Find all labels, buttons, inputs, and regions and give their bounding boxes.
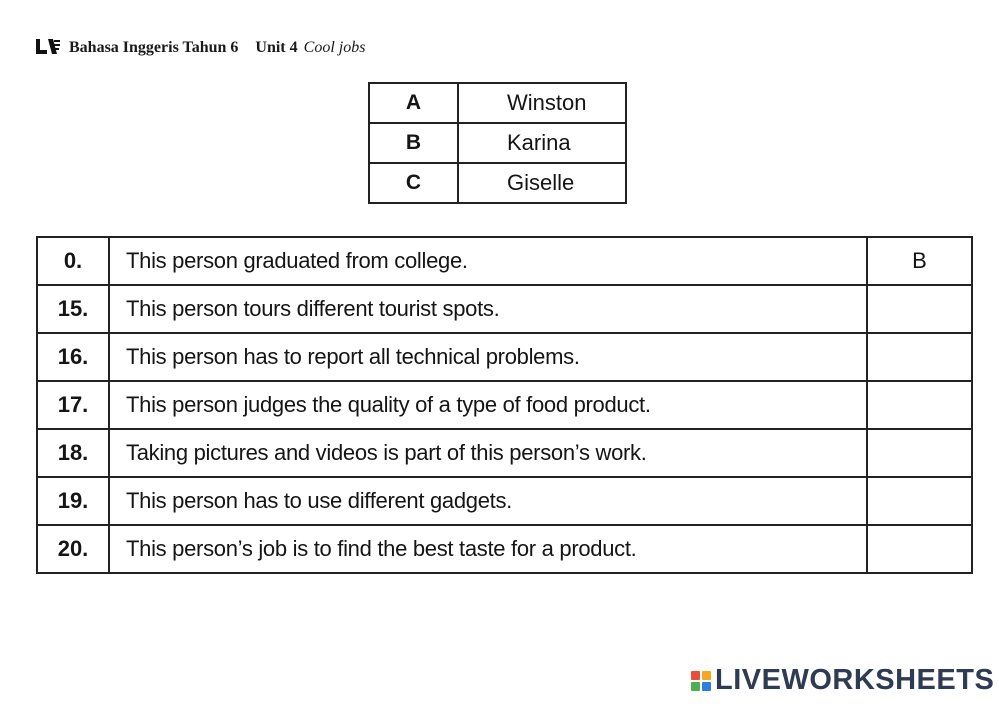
question-row [37,333,972,381]
question-number: 20. [37,525,109,573]
answer-box[interactable] [867,477,972,525]
liveworksheets-logo-icon [691,671,711,691]
question-text: This person graduated from college. [109,237,867,285]
question-text: This person has to use different gadgets. [109,477,867,525]
question-number: 19. [37,477,109,525]
book-title: Bahasa Inggeris Tahun 6 [69,39,239,56]
question-text: This person tours different tourist spots. [109,285,867,333]
answer-box[interactable] [867,381,972,429]
name-key-table [368,82,627,204]
key-name: Karina [458,123,626,163]
watermark-text: LIVEWORKSHEETS [715,664,995,696]
unit-title: Cool jobs [303,39,366,56]
key-name: Winston [458,83,626,123]
key-row [369,123,626,163]
question-text: This person judges the quality of a type of food product. [109,381,867,429]
answer-box[interactable] [867,429,972,477]
key-row [369,163,626,203]
question-row [37,477,972,525]
logo-square [702,682,711,691]
answer-box[interactable] [867,285,972,333]
question-row [37,237,972,285]
key-name: Giselle [458,163,626,203]
key-letter: B [369,123,458,163]
logo-square [691,671,700,680]
question-number: 17. [37,381,109,429]
key-letter: A [369,83,458,123]
answer-box: B [867,237,972,285]
answer-box[interactable] [867,525,972,573]
logo-square [702,671,711,680]
page-header [36,37,365,57]
question-row [37,525,972,573]
question-number: 16. [37,333,109,381]
question-number: 15. [37,285,109,333]
question-row [37,285,972,333]
question-number: 0. [37,237,109,285]
publisher-logo-icon [36,39,60,54]
key-letter: C [369,163,458,203]
question-row [37,381,972,429]
unit-label: Unit 4 [255,39,298,56]
question-number: 18. [37,429,109,477]
key-row [369,83,626,123]
liveworksheets-watermark [691,664,994,697]
answer-box[interactable] [867,333,972,381]
questions-table [36,236,973,574]
question-text: This person has to report all technical problems. [109,333,867,381]
logo-square [691,682,700,691]
question-text: This person’s job is to find the best taste for a product. [109,525,867,573]
question-text: Taking pictures and videos is part of this person’s work. [109,429,867,477]
question-row [37,429,972,477]
